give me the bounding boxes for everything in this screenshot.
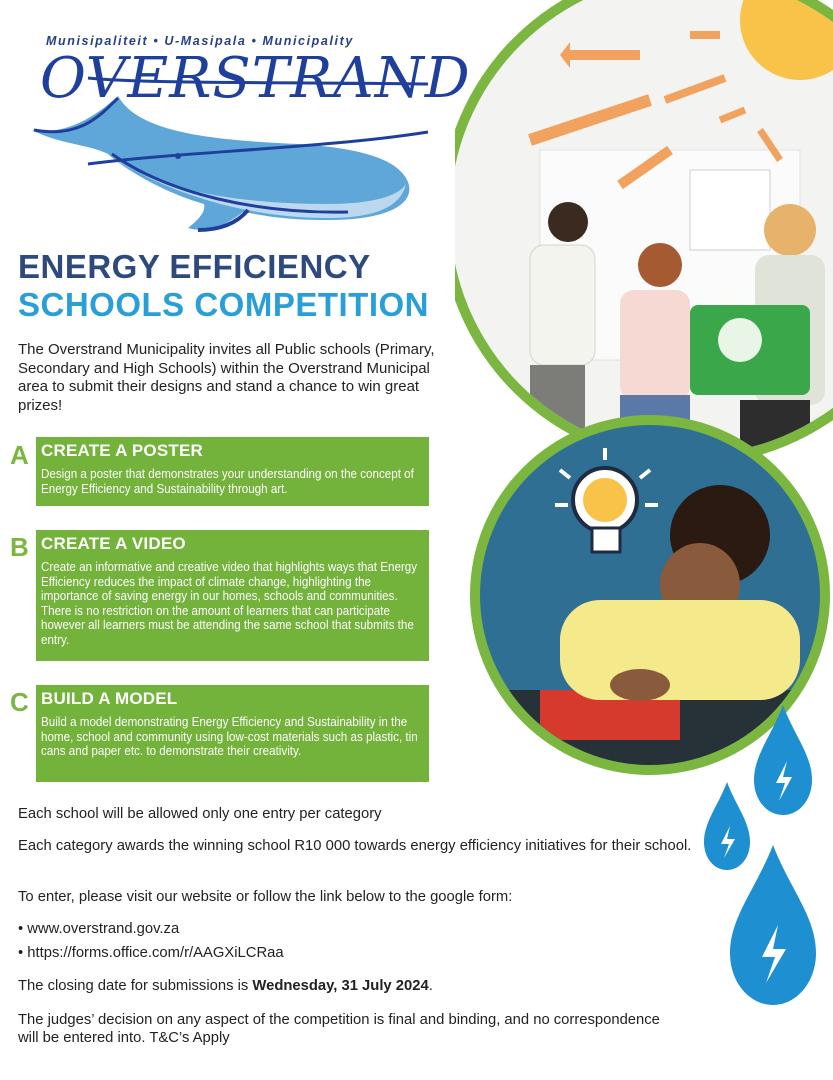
category-c-text: Build a model demonstrating Energy Efficiency and Sustainability in the home, school and community using low-cost materials such as plastic, tin cans and paper etc. to demonstrate their creativity. <box>41 715 418 758</box>
illustration-panel <box>455 0 833 800</box>
category-a-title: CREATE A POSTER <box>41 441 203 460</box>
link-website[interactable]: • www.overstrand.gov.za <box>18 921 179 939</box>
rule-award: Each category awards the winning school R10 000 towards energy efficiency initiatives for their school. <box>18 838 692 854</box>
intro-text: The Overstrand Municipality invites all Public schools (Primary, Secondary and High Schools) within the Overstrand Municipal area to submit their designs and stand a chance to win great prizes! <box>18 341 435 414</box>
category-b-title: CREATE A VIDEO <box>41 534 186 553</box>
category-b-box <box>36 530 429 661</box>
energy-drop-icon-3 <box>730 845 816 1005</box>
category-b-letter: B <box>10 532 29 562</box>
category-c-box <box>36 685 429 782</box>
closing-date: Wednesday, 31 July 2024 <box>252 978 429 994</box>
category-c-letter: C <box>10 687 29 717</box>
rule-one-entry: Each school will be allowed only one entry per category <box>18 806 382 822</box>
category-c-title: BUILD A MODEL <box>41 689 178 708</box>
title-line1: ENERGY EFFICIENCY <box>18 248 371 285</box>
closing-suffix: . <box>428 978 433 994</box>
energy-drop-icon-1 <box>754 705 812 815</box>
closing-date-text <box>18 978 698 996</box>
title-line2: SCHOOLS COMPETITION <box>18 286 430 323</box>
logo-tagline: Munisipaliteit • U-Masipala • Municipality <box>46 34 354 48</box>
category-a-letter: A <box>10 440 29 470</box>
link-google-form[interactable]: • https://forms.office.com/r/AAGXiLCRaa <box>18 945 284 963</box>
logo-wordmark: OVERSTRAND <box>40 46 471 111</box>
rule-enter: To enter, please visit our website or follow the link below to the google form: <box>18 889 513 905</box>
category-a-box <box>36 437 429 506</box>
rule-judges: The judges’ decision on any aspect of the competition is final and binding, and no correspondence will be entered into. T&C’s Apply <box>18 1012 660 1046</box>
closing-prefix: The closing date for submissions is <box>18 978 253 994</box>
category-a-text: Design a poster that demonstrates your understanding on the concept of Energy Efficiency and Sustainability through art. <box>41 467 414 496</box>
category-b-text: Create an informative and creative video that highlights ways that Energy Efficiency reduces the impact of climate change, highlighting the importance of saving energy in our homes, schools and communities. There is no restriction on the amount of learners that can participate however all learners must be attending the same school that submits the entry. <box>41 560 418 647</box>
